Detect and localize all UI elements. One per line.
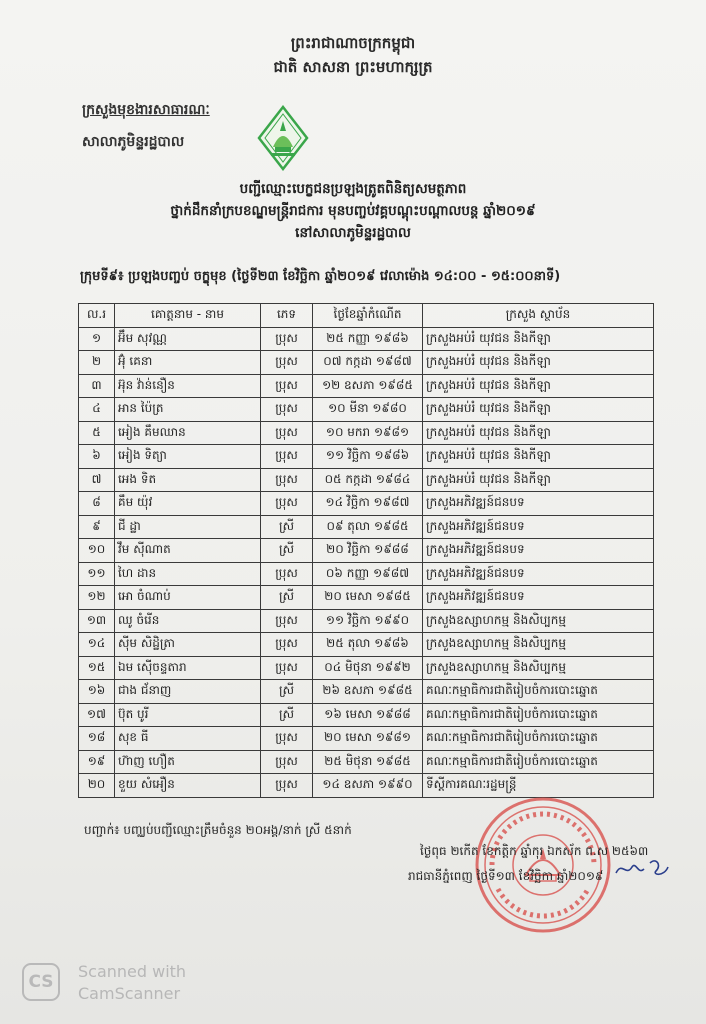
institution: គណៈកម្មាធិការជាតិរៀបចំការបោះឆ្នោត: [423, 727, 654, 751]
birth-date: ២៥ មិថុនា ១៩៨៥: [313, 750, 423, 774]
candidate-sex: ប្រុស: [261, 633, 313, 657]
kingdom-heading: ព្រះរាជាណាចក្រកម្ពុជា: [290, 34, 416, 52]
table-row: [79, 515, 654, 539]
birth-date: ១០ មីនា ១៩៨០: [313, 398, 423, 422]
candidate-name: អោ ចំណាប់: [115, 586, 261, 610]
institution: ក្រសួងអភិវឌ្ឍន៍ជនបទ: [423, 586, 654, 610]
watermark-line-2: CamScanner: [78, 984, 181, 1003]
school-name: សាលាភូមិន្ទរដ្ឋបាល: [82, 134, 185, 150]
watermark-line-1: Scanned with: [78, 962, 187, 981]
camscanner-logo-icon: CS: [22, 963, 60, 1001]
candidate-name: ឯម ស៊ើចន្ទតារា: [115, 656, 261, 680]
birth-date: ២៥ តុលា ១៩៨៦: [313, 633, 423, 657]
official-seal-icon: [468, 793, 618, 938]
institution: ក្រសួងអប់រំ យុវជន និងកីឡា: [423, 398, 654, 422]
institution: គណៈកម្មាធិការជាតិរៀបចំការបោះឆ្នោត: [423, 750, 654, 774]
birth-date: ១៦ មេសា ១៩៨៨: [313, 703, 423, 727]
candidate-sex: ស្រី: [261, 515, 313, 539]
table-row: [79, 421, 654, 445]
institution: ក្រសួងអប់រំ យុវជន និងកីឡា: [423, 421, 654, 445]
table-header-row: [79, 304, 654, 328]
row-number: ៦: [79, 445, 115, 469]
institution: ក្រសួងឧស្សាហកម្ម និងសិប្បកម្ម: [423, 609, 654, 633]
candidate-sex: ប្រុស: [261, 562, 313, 586]
table-row: [79, 562, 654, 586]
row-number: ១: [79, 327, 115, 351]
candidate-sex: ប្រុស: [261, 656, 313, 680]
institution: ក្រសួងអប់រំ យុវជន និងកីឡា: [423, 468, 654, 492]
candidate-name: អៀង គឹមឈាន: [115, 421, 261, 445]
candidate-name: ប៊ុត បូរី: [115, 703, 261, 727]
row-number: ៤: [79, 398, 115, 422]
school-logo-icon: [257, 105, 309, 171]
header-institution: ក្រសួង ស្ថាប័ន: [423, 304, 654, 328]
solar-date-place: រាជធានីភ្នំពេញ ថ្ងៃទី១៣ ខែវិច្ឆិកា ឆ្នាំ២០១៩: [408, 869, 604, 883]
table-row: [79, 586, 654, 610]
candidate-name: ស៊ីម សិដ្ឋិត្រា: [115, 633, 261, 657]
candidate-sex: ប្រុស: [261, 468, 313, 492]
birth-date: ២០ មេសា ១៩៨១: [313, 727, 423, 751]
birth-date: ២៦ ឧសភា ១៩៨៥: [313, 680, 423, 704]
candidate-sex: ប្រុស: [261, 351, 313, 375]
table-row: [79, 468, 654, 492]
institution: ក្រសួងអប់រំ យុវជន និងកីឡា: [423, 351, 654, 375]
candidate-sex: ប្រុស: [261, 327, 313, 351]
table-row: [79, 609, 654, 633]
candidate-sex: ប្រុស: [261, 774, 313, 798]
table-row: [79, 492, 654, 516]
institution: ក្រសួងអភិវឌ្ឍន៍ជនបទ: [423, 539, 654, 563]
candidate-sex: ប្រុស: [261, 445, 313, 469]
candidate-sex: ប្រុស: [261, 609, 313, 633]
table-row: [79, 351, 654, 375]
birth-date: ២៥ កញ្ញា ១៩៨៦: [313, 327, 423, 351]
institution: ក្រសួងអប់រំ យុវជន និងកីឡា: [423, 445, 654, 469]
candidate-name: សុខ ធី: [115, 727, 261, 751]
candidate-name: ហៃ ដាន: [115, 562, 261, 586]
institution: គណៈកម្មាធិការជាតិរៀបចំការបោះឆ្នោត: [423, 680, 654, 704]
candidate-name: វឹម ស៊ីណាត: [115, 539, 261, 563]
institution: ទីស្តីការគណៈរដ្ឋមន្ត្រី: [423, 774, 654, 798]
note-text: បញ្ជាក់៖ បញ្ឈប់បញ្ជីឈ្មោះត្រឹមចំនួន ២០អង្គ/នាក់ ស្រី ៥នាក់: [84, 823, 352, 837]
candidate-name: ឈូ ចំរើន: [115, 609, 261, 633]
header-number: ល.រ: [79, 304, 115, 328]
institution: ក្រសួងអភិវឌ្ឍន៍ជនបទ: [423, 492, 654, 516]
row-number: ៧: [79, 468, 115, 492]
candidate-name: អ៊ឹម សុវណ្ណ: [115, 327, 261, 351]
birth-date: ១៤ វិច្ឆិកា ១៩៨៧: [313, 492, 423, 516]
national-motto: ជាតិ សាសនា ព្រះមហាក្សត្រ: [273, 58, 433, 76]
table-row: [79, 633, 654, 657]
candidate-sex: ស្រី: [261, 680, 313, 704]
row-number: ១៧: [79, 703, 115, 727]
birth-date: ១១ វិច្ឆិកា ១៩៨៦: [313, 445, 423, 469]
birth-date: ១២ ឧសភា ១៩៨៥: [313, 374, 423, 398]
row-number: ១១: [79, 562, 115, 586]
table-row: [79, 656, 654, 680]
birth-date: ១១ វិច្ឆិកា ១៩៩០: [313, 609, 423, 633]
candidate-sex: ប្រុស: [261, 398, 313, 422]
table-row: [79, 374, 654, 398]
birth-date: ២០ វិច្ឆិកា ១៩៨៨: [313, 539, 423, 563]
candidate-sex: ស្រី: [261, 703, 313, 727]
candidate-sex: ស្រី: [261, 539, 313, 563]
candidate-sex: ប្រុស: [261, 492, 313, 516]
ministry-name: ក្រសួងមុខងារសាធារណៈ: [82, 102, 210, 118]
candidate-sex: ស្រី: [261, 586, 313, 610]
birth-date: ០៧ កក្កដា ១៩៨៧: [313, 351, 423, 375]
row-number: ១៩: [79, 750, 115, 774]
birth-date: ១៤ ឧសភា ១៩៩០: [313, 774, 423, 798]
birth-date: ២០ មេសា ១៩៨៥: [313, 586, 423, 610]
institution: ក្រសួងឧស្សាហកម្ម និងសិប្បកម្ម: [423, 656, 654, 680]
row-number: ១៦: [79, 680, 115, 704]
document-title-line-1: បញ្ជីឈ្មោះបេក្ខជនប្រឡងត្រូតពិនិត្យសមត្ថភាព: [239, 181, 467, 197]
row-number: ១០: [79, 539, 115, 563]
birth-date: ០៩ តុលា ១៩៨៥: [313, 515, 423, 539]
institution: ក្រសួងអភិវឌ្ឍន៍ជនបទ: [423, 515, 654, 539]
table-row: [79, 750, 654, 774]
row-number: ១៥: [79, 656, 115, 680]
table-row: [79, 327, 654, 351]
row-number: ៣: [79, 374, 115, 398]
candidate-sex: ប្រុស: [261, 374, 313, 398]
header-name: គោត្តនាម - នាម: [115, 304, 261, 328]
row-number: ៨: [79, 492, 115, 516]
table-row: [79, 445, 654, 469]
candidate-name: ជាង ជ័នាញ: [115, 680, 261, 704]
candidate-sex: ប្រុស: [261, 727, 313, 751]
candidate-sex: ប្រុស: [261, 750, 313, 774]
birth-date: ០៥ កក្កដា ១៩៨៤: [313, 468, 423, 492]
candidate-name: ជី ដ្ឋា: [115, 515, 261, 539]
candidate-name: ខួយ សំអឿន: [115, 774, 261, 798]
institution: គណៈកម្មាធិការជាតិរៀបចំការបោះឆ្នោត: [423, 703, 654, 727]
table-row: [79, 703, 654, 727]
birth-date: ១០ មករា ១៩៨១: [313, 421, 423, 445]
candidate-name: អ៊ុន វ៉ាន់នឿន: [115, 374, 261, 398]
exam-group-line: ក្រុមទី៩៖ ប្រឡងបញ្ចប់ ចក្ខុមុខ (ថ្ងៃទី២៣ ខែវិច្ឆិកា ឆ្នាំ២០១៩ វេលាម៉ោង ១៤:០០ - ១៥:០០នាទី): [80, 269, 561, 284]
institution: ក្រសួងអប់រំ យុវជន និងកីឡា: [423, 374, 654, 398]
document-title-line-2: ថ្នាក់ដឹកនាំក្របខណ្ឌមន្ត្រីរាជការ មុនបញ្ចប់វគ្គបណ្តុះបណ្តាលបន្ត ឆ្នាំ២០១៩: [170, 203, 536, 219]
row-number: ១៨: [79, 727, 115, 751]
candidate-name: គឹម យ៉ុវ: [115, 492, 261, 516]
row-number: ៩: [79, 515, 115, 539]
candidate-name: អ៊ុំ គេនា: [115, 351, 261, 375]
lunar-date: ថ្ងៃពុធ ២កើត ខែកត្តិក ឆ្នាំកុរ ឯកស័ក ព.ស ២៥៦៣: [420, 844, 649, 858]
row-number: ១២: [79, 586, 115, 610]
table-row: [79, 680, 654, 704]
document-title-line-3: នៅសាលាភូមិន្ទរដ្ឋបាល: [295, 225, 411, 241]
birth-date: ០៤ មិថុនា ១៩៩២: [313, 656, 423, 680]
candidate-name: អាន ប៉ៃត្រ: [115, 398, 261, 422]
header-sex: ភេទ: [261, 304, 313, 328]
row-number: ១៣: [79, 609, 115, 633]
row-number: ២០: [79, 774, 115, 798]
signature-icon: [612, 855, 672, 881]
candidate-name: អេង ទិត: [115, 468, 261, 492]
candidate-sex: ប្រុស: [261, 421, 313, 445]
institution: ក្រសួងអភិវឌ្ឍន៍ជនបទ: [423, 562, 654, 586]
table-row: [79, 727, 654, 751]
table-row: [79, 398, 654, 422]
row-number: ៥: [79, 421, 115, 445]
institution: ក្រសួងឧស្សាហកម្ម និងសិប្បកម្ម: [423, 633, 654, 657]
header-birthdate: ថ្ងៃខែឆ្នាំកំណើត: [313, 304, 423, 328]
birth-date: ០៦ កញ្ញា ១៩៨៧: [313, 562, 423, 586]
candidate-name: អៀង ទិត្យា: [115, 445, 261, 469]
institution: ក្រសួងអប់រំ យុវជន និងកីឡា: [423, 327, 654, 351]
table-body: [79, 327, 654, 797]
camscanner-watermark: [22, 958, 252, 1008]
candidate-name: ហ៊ាញ ហឿត: [115, 750, 261, 774]
table-row: [79, 539, 654, 563]
candidate-table: [78, 303, 654, 798]
row-number: ១៤: [79, 633, 115, 657]
row-number: ២: [79, 351, 115, 375]
